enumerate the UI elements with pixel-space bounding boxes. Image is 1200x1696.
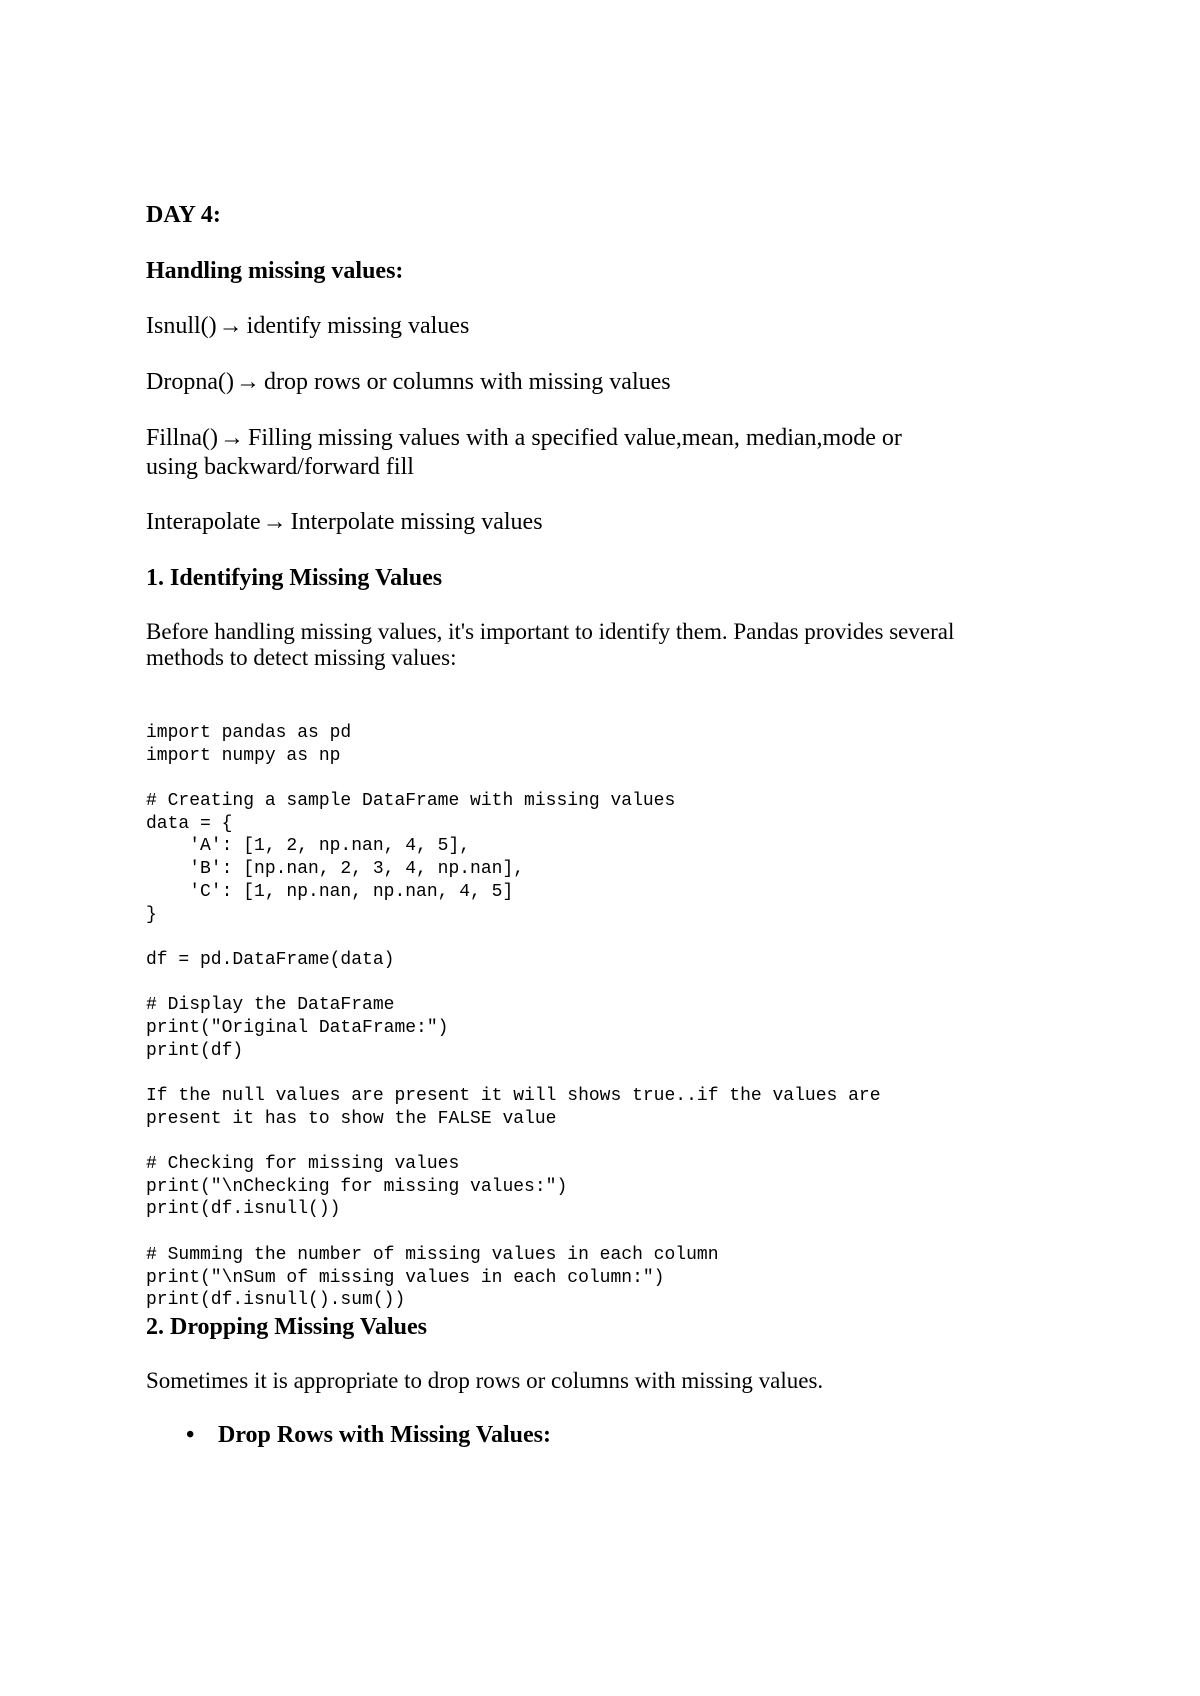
code-line: } <box>146 904 157 925</box>
code-line: import numpy as np <box>146 745 341 766</box>
code-line: import pandas as pd <box>146 723 352 743</box>
code-line: present it has to show the FALSE value <box>146 1108 557 1129</box>
code-line: print(df.isnull()) <box>146 1199 341 1220</box>
code-line: # Summing the number of missing values in each column <box>146 1244 719 1265</box>
code-line: If the null values are present it will shows true..if the values are <box>146 1086 881 1106</box>
code-line <box>146 926 881 949</box>
method-desc: Interpolate missing values <box>290 509 543 535</box>
code-line: print(df.isnull().sum()) <box>146 1290 406 1311</box>
arrow-icon: → <box>262 509 287 535</box>
code-line <box>146 972 881 995</box>
code-line: 'B': [np.nan, 2, 3, 4, np.nan], <box>146 859 525 880</box>
bullet-text: Drop Rows with Missing Values: <box>218 1422 551 1448</box>
code-line: df = pd.DataFrame(data) <box>146 949 395 970</box>
paragraph-line: Before handling missing values, it's important to identify them. Pandas provides several <box>146 619 955 644</box>
code-line: 'C': [1, np.nan, np.nan, 4, 5] <box>146 881 514 902</box>
code-line: print("\nSum of missing values in each column:") <box>146 1267 665 1288</box>
method-isnull <box>146 311 469 342</box>
code-line <box>146 1062 881 1085</box>
method-interpolate <box>146 507 543 538</box>
heading-identifying-missing-values: 1. Identifying Missing Values <box>146 565 443 591</box>
code-line <box>146 767 881 790</box>
heading-dropping-missing-values: 2. Dropping Missing Values <box>146 1314 427 1340</box>
code-line <box>146 1130 881 1153</box>
method-name: Isnull() <box>146 313 217 339</box>
method-desc: identify missing values <box>246 313 470 339</box>
bullet-icon: • <box>186 1422 195 1448</box>
code-line <box>146 1221 881 1244</box>
code-line: print("Original DataFrame:") <box>146 1017 449 1038</box>
code-line: data = { <box>146 813 233 834</box>
code-line: print("\nChecking for missing values:") <box>146 1176 568 1197</box>
method-fillna-line2: using backward/forward fill <box>146 454 414 480</box>
method-dropna <box>146 367 671 398</box>
section-title: Handling missing values: <box>146 258 404 284</box>
paragraph-line: methods to detect missing values: <box>146 645 457 670</box>
code-line: # Creating a sample DataFrame with missing values <box>146 791 676 812</box>
method-name: Fillna() <box>146 425 218 451</box>
arrow-icon: → <box>235 369 260 395</box>
arrow-icon: → <box>220 425 244 451</box>
code-line: # Checking for missing values <box>146 1154 460 1175</box>
code-line: print(df) <box>146 1040 244 1061</box>
bullet-item <box>186 1420 551 1451</box>
code-line: 'A': [1, 2, np.nan, 4, 5], <box>146 836 471 857</box>
method-fillna <box>146 423 1046 454</box>
code-line: # Display the DataFrame <box>146 995 395 1016</box>
paragraph-line: Sometimes it is appropriate to drop rows or columns with missing values. <box>146 1368 824 1393</box>
method-desc: drop rows or columns with missing values <box>263 369 671 395</box>
arrow-icon: → <box>218 313 243 339</box>
method-name: Interapolate <box>146 509 261 535</box>
method-name: Dropna() <box>146 369 234 395</box>
day-title: DAY 4: <box>146 202 221 228</box>
method-desc: Filling missing values with a specified value,mean, median,mode or <box>248 425 902 451</box>
code-block <box>146 722 881 1312</box>
